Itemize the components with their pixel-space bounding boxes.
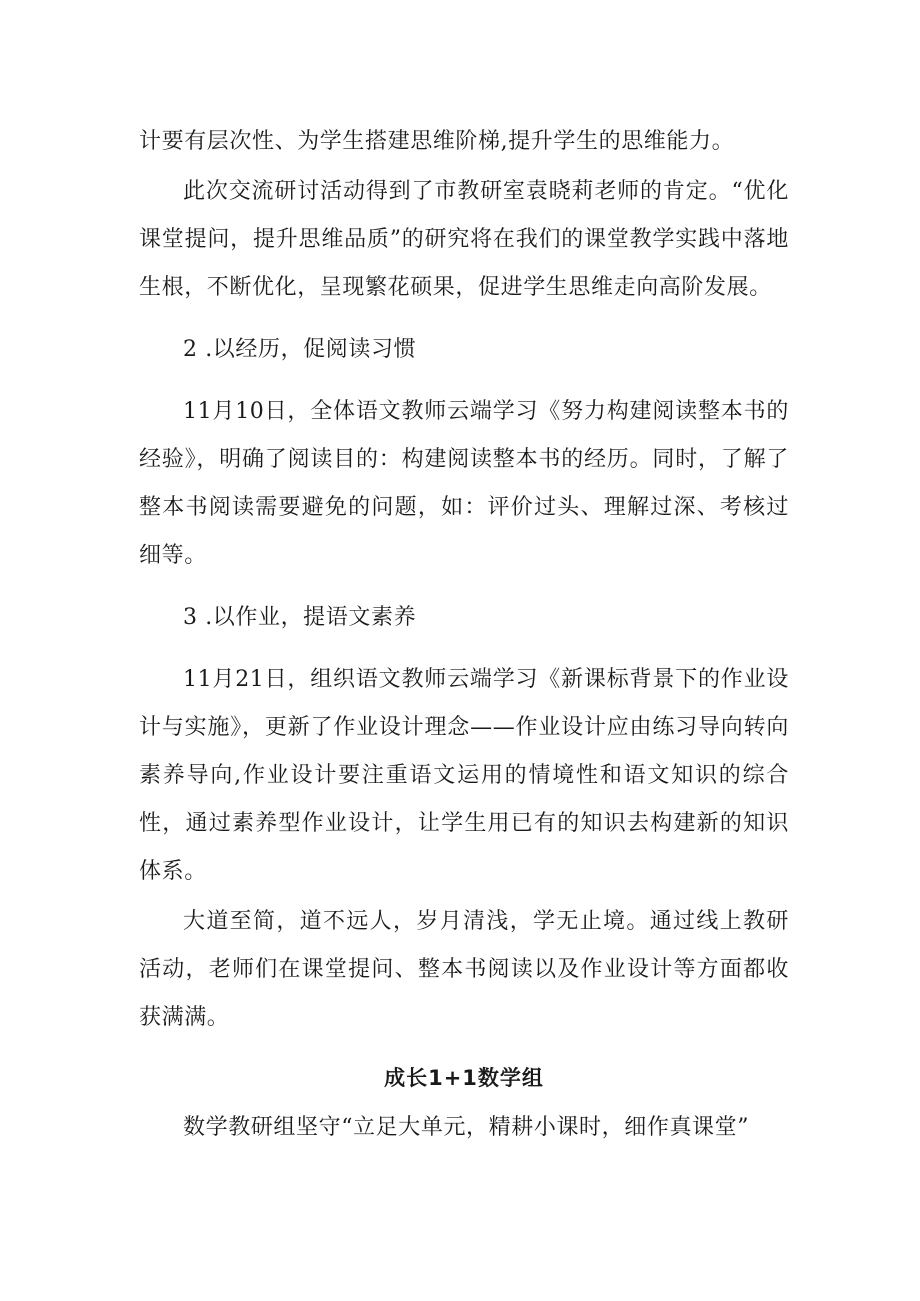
paragraph-nov-21-study: 11月21日，组织语文教师云端学习《新课标背景下的作业设计与实施》，更新了作业设计理念——作业设计应由练习导向转向素养导向,作业设计要注重语文运用的情境性和语文知识的综合性，通过素养型作业设计，让学生用已有的知识去构建新的知识体系。 [139,667,789,884]
paragraph-math-intro: 数学教研组坚守“立足大单元，精耕小课时，细作真课堂” [183,1115,750,1140]
subheading-reading-habit: 2 .以经历，促阅读习惯 [183,337,417,362]
document-body [139,118,789,1152]
paragraph-nov-10-study: 11月10日，全体语文教师云端学习《努力构建阅读整本书的经验》，明确了阅读目的：构建阅读整本书的经历。同时，了解了整本书阅读需要避免的问题，如：评价过头、理解过深、考核过细等。 [139,399,789,568]
paragraph-affirmation: 此次交流研讨活动得到了市教研室袁晓莉老师的肯定。“优化课堂提问，提升思维品质”的研究将在我们的课堂教学实践中落地生根，不断优化，呈现繁花硕果，促进学生思维走向高阶发展。 [139,179,789,300]
paragraph-summary: 大道至简，道不远人，岁月清浅，学无止境。通过线上教研活动，老师们在课堂提问、整本书阅读以及作业设计等方面都收获满满。 [139,909,789,1030]
subheading-homework-literacy: 3 .以作业，提语文素养 [183,605,417,630]
section-title-math-group: 成长1+1数学组 [384,1066,544,1090]
paragraph-continuation: 计要有层次性、为学生搭建思维阶梯,提升学生的思维能力。 [139,129,735,154]
